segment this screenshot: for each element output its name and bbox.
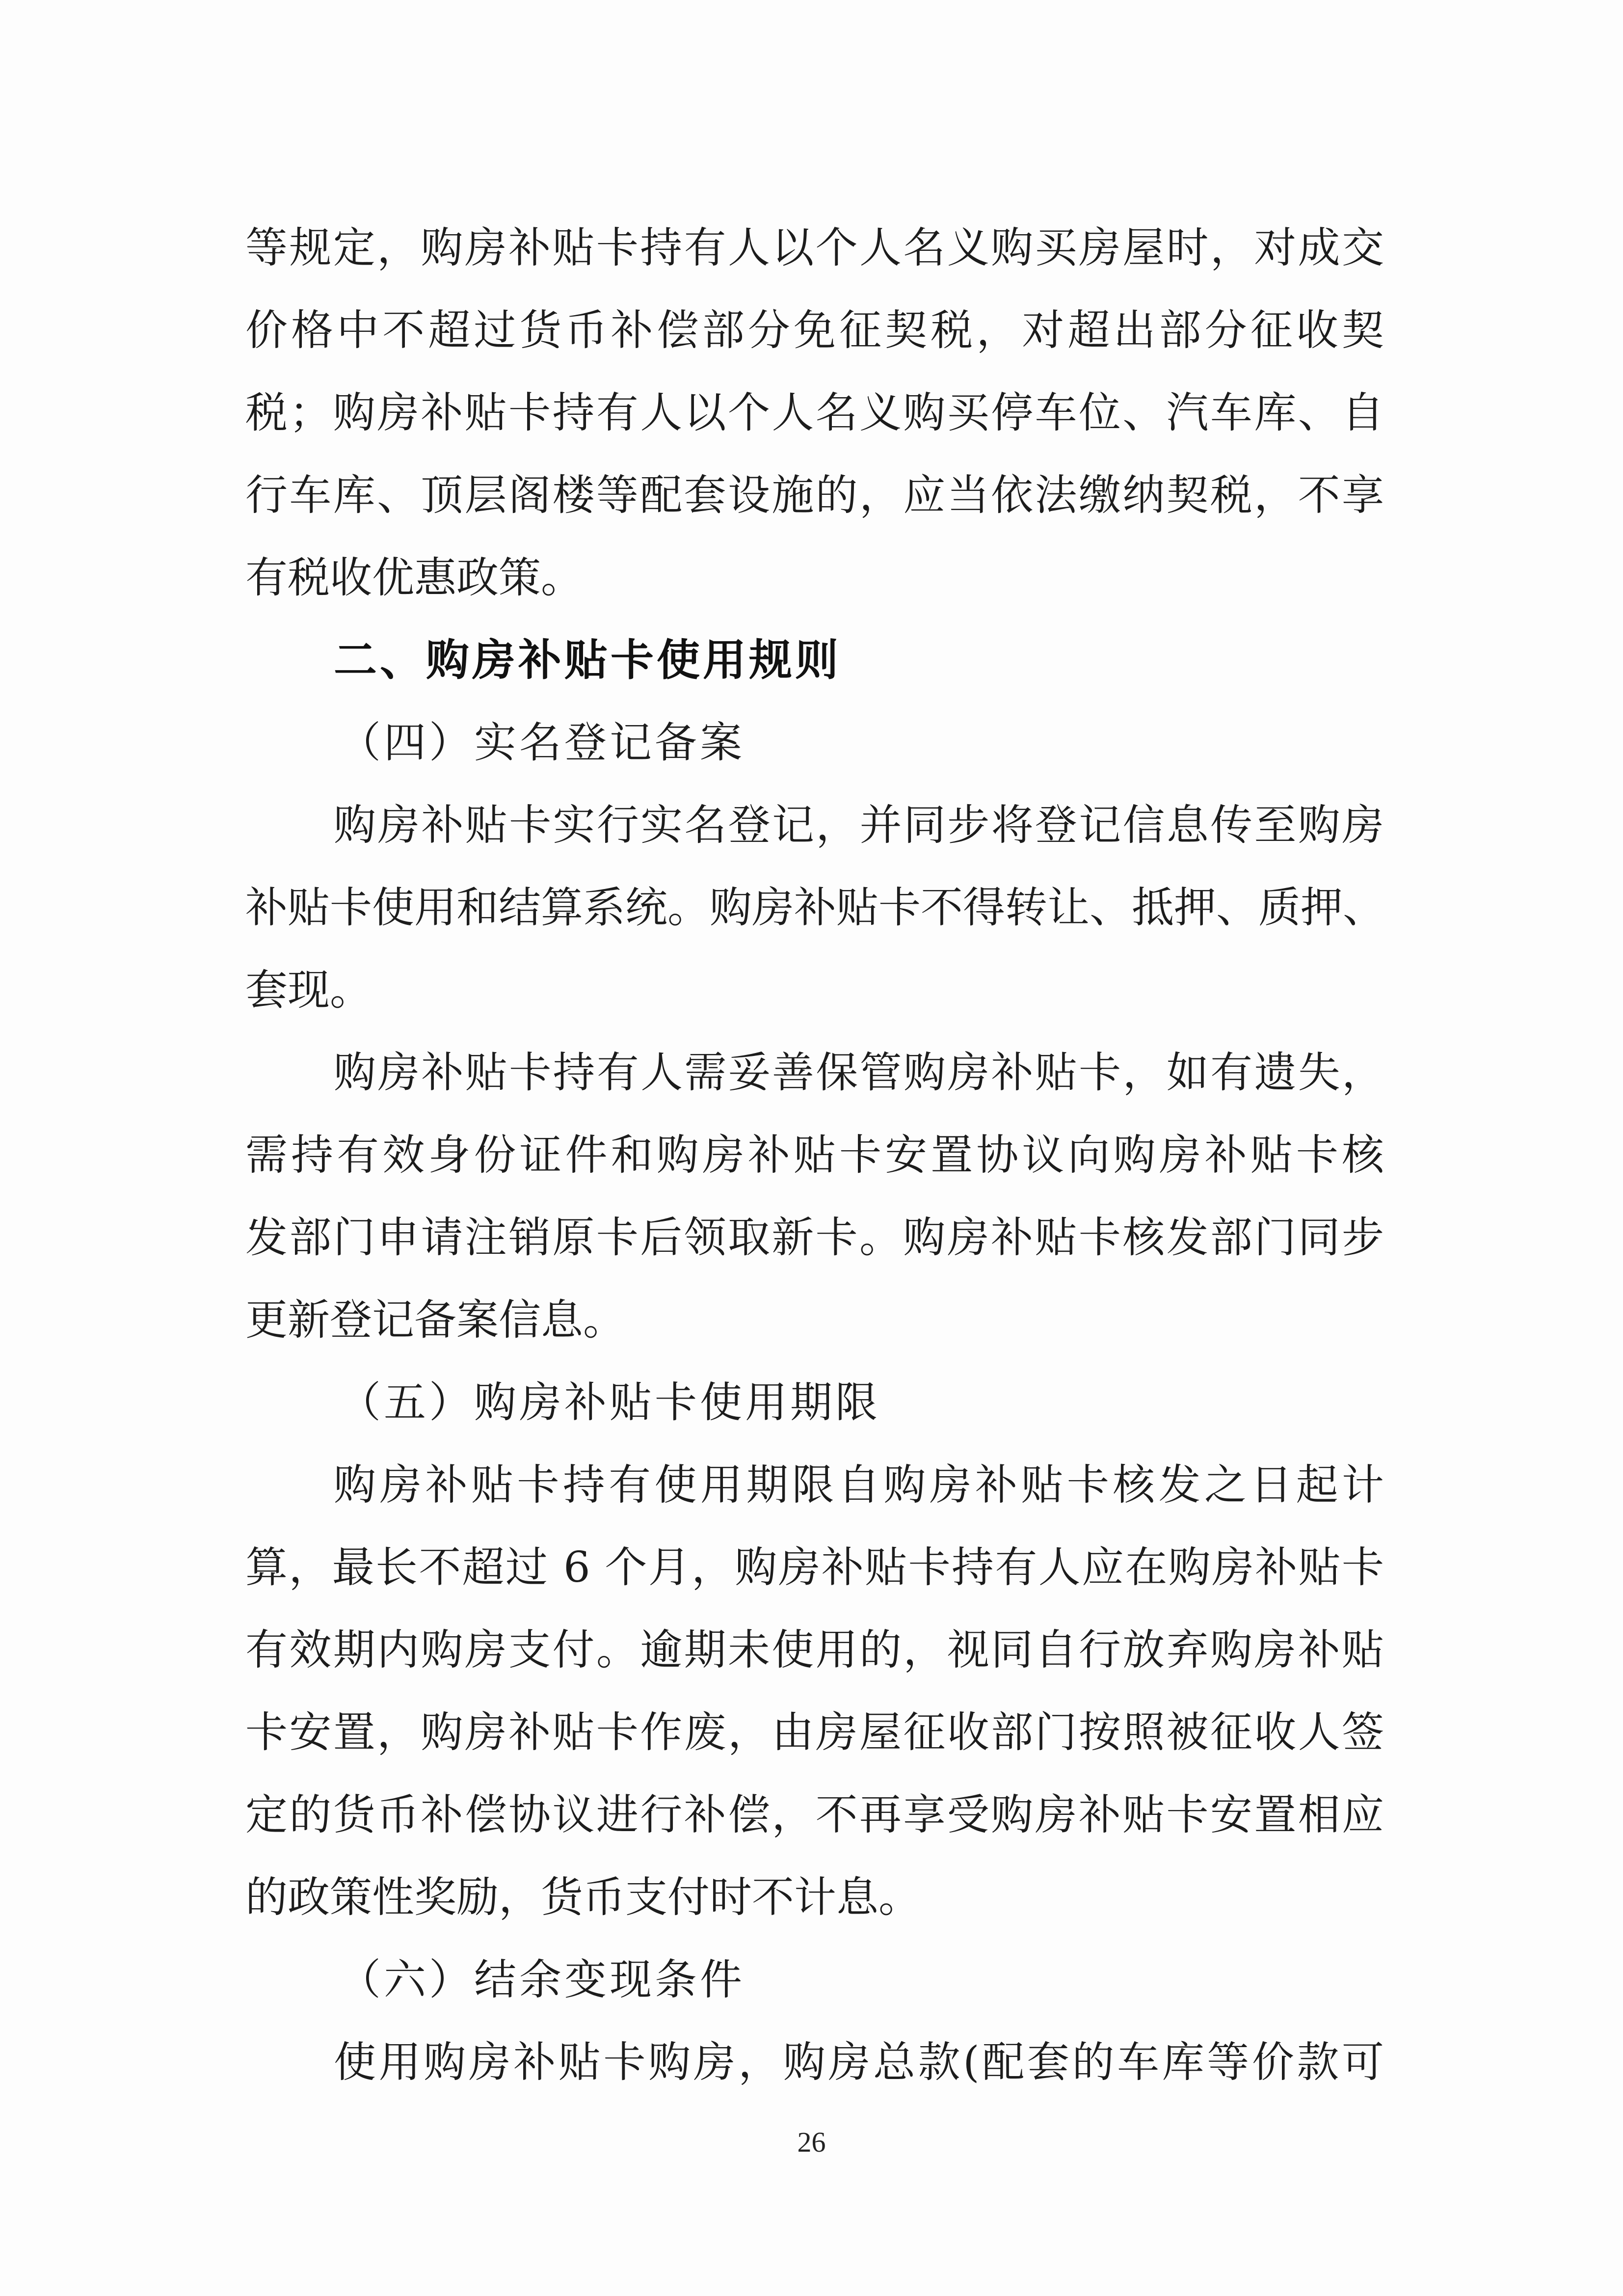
paragraph-line: 更新登记备案信息。 bbox=[245, 1296, 625, 1345]
paragraph-line: 购房补贴卡持有人需妥善保管购房补贴卡，如有遗失， bbox=[334, 1048, 1384, 1097]
paragraph-line: 使用购房补贴卡购房，购房总款(配套的车库等价款可 bbox=[334, 2038, 1384, 2087]
paragraph-line: 价格中不超过货币补偿部分免征契税，对超出部分征收契 bbox=[245, 306, 1384, 355]
paragraph-line: 卡安置，购房补贴卡作废，由房屋征收部门按照被征收人签 bbox=[245, 1708, 1384, 1757]
paragraph-line: 的政策性奖励，货币支付时不计息。 bbox=[245, 1873, 921, 1922]
paragraph-line: 有税收优惠政策。 bbox=[245, 553, 583, 602]
paragraph-line: 需持有效身份证件和购房补贴卡安置协议向购房补贴卡核 bbox=[245, 1131, 1384, 1180]
paragraph-line: 补贴卡使用和结算系统。购房补贴卡不得转让、抵押、质押、 bbox=[245, 883, 1385, 932]
paragraph-line: 税；购房补贴卡持有人以个人名义购买停车位、汽车库、自 bbox=[245, 388, 1384, 437]
paragraph-line: 购房补贴卡持有使用期限自购房补贴卡核发之日起计 bbox=[334, 1460, 1384, 1510]
paragraph-line: 有效期内购房支付。逾期未使用的，视同自行放弃购房补贴 bbox=[245, 1625, 1384, 1675]
paragraph-line: 算，最长不超过 6 个月，购房补贴卡持有人应在购房补贴卡 bbox=[245, 1543, 1384, 1592]
subsection-heading: （五）购房补贴卡使用期限 bbox=[339, 1378, 880, 1427]
paragraph-line: 等规定，购房补贴卡持有人以个人名义购买房屋时，对成交 bbox=[245, 223, 1384, 272]
paragraph-line: 购房补贴卡实行实名登记，并同步将登记信息传至购房 bbox=[334, 801, 1384, 850]
section-heading: 二、购房补贴卡使用规则 bbox=[334, 635, 842, 685]
subsection-heading: （四）实名登记备案 bbox=[339, 718, 745, 767]
paragraph-line: 行车库、顶层阁楼等配套设施的，应当依法缴纳契税，不享 bbox=[245, 471, 1384, 520]
paragraph-line: 套现。 bbox=[245, 966, 372, 1015]
page-number: 26 bbox=[797, 2126, 826, 2158]
subsection-heading: （六）结余变现条件 bbox=[339, 1955, 745, 2004]
paragraph-line: 发部门申请注销原卡后领取新卡。购房补贴卡核发部门同步 bbox=[245, 1213, 1384, 1262]
paragraph-line: 定的货币补偿协议进行补偿，不再享受购房补贴卡安置相应 bbox=[245, 1790, 1384, 1839]
